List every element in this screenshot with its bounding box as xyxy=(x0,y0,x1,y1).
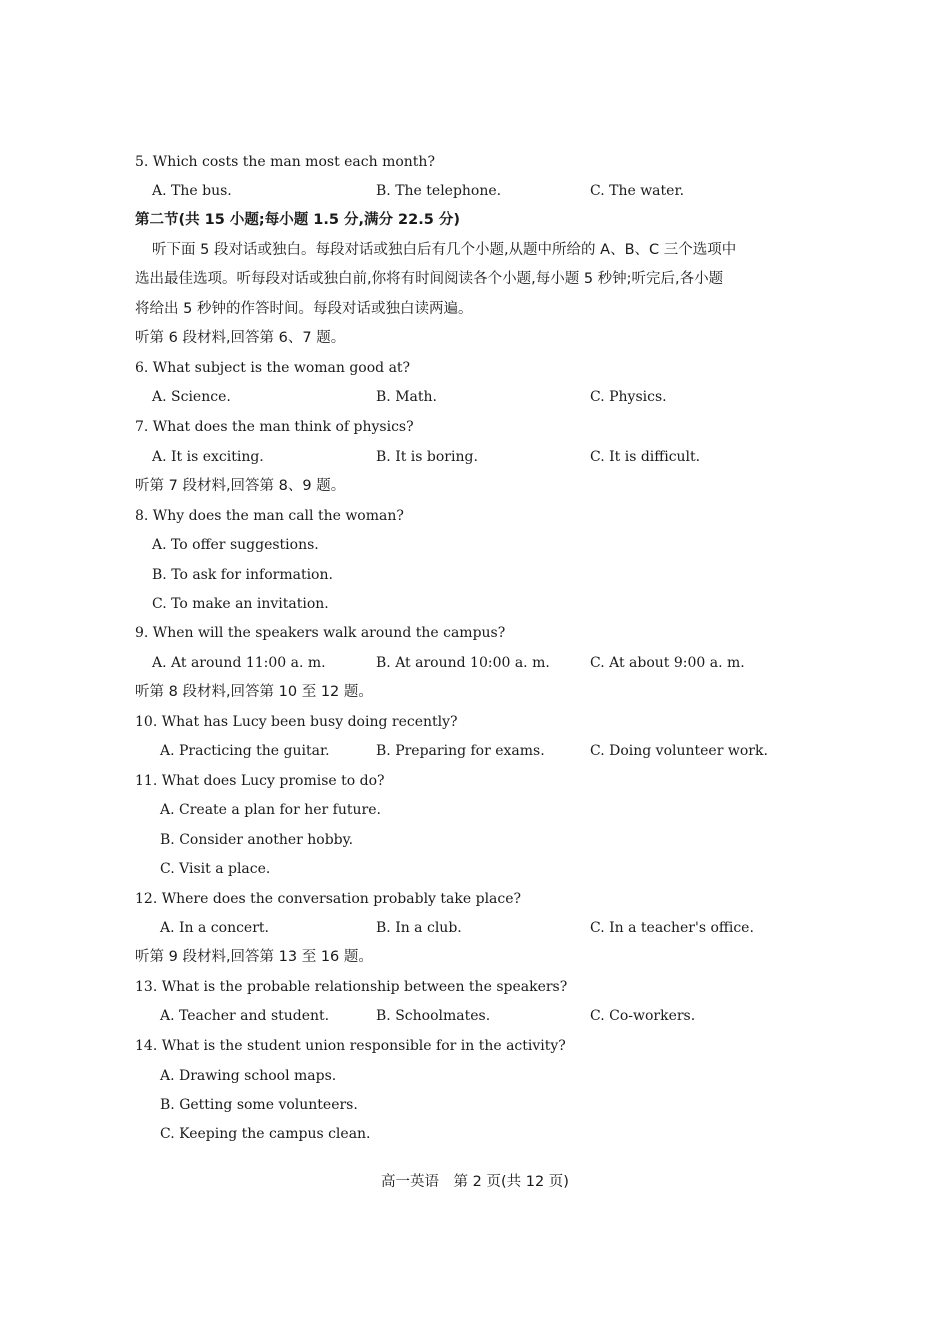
question-7-option-b: B. It is boring. xyxy=(376,449,478,465)
question-12-stem: 12. Where does the conversation probably take place? xyxy=(135,891,522,907)
question-8-stem: 8. Why does the man call the woman? xyxy=(135,508,404,524)
section-instructions-line-3: 将给出 5 秒钟的作答时间。每段对话或独白读两遍。 xyxy=(135,301,473,317)
material-header-6: 听第 6 段材料,回答第 6、7 题。 xyxy=(135,330,346,346)
question-11-option-b: B. Consider another hobby. xyxy=(160,832,354,848)
question-6-option-c: C. Physics. xyxy=(590,389,667,405)
question-9-option-b: B. At around 10:00 a. m. xyxy=(376,655,550,671)
question-10-stem: 10. What has Lucy been busy doing recently? xyxy=(135,714,458,730)
question-13-stem: 13. What is the probable relationship between the speakers? xyxy=(135,979,568,995)
question-14-option-b: B. Getting some volunteers. xyxy=(160,1097,358,1113)
question-6-option-b: B. Math. xyxy=(376,389,437,405)
question-5-stem: 5. Which costs the man most each month? xyxy=(135,154,435,170)
question-13-option-b: B. Schoolmates. xyxy=(376,1008,491,1024)
question-11-option-c: C. Visit a place. xyxy=(160,861,271,877)
section-instructions-line-2: 选出最佳选项。听每段对话或独白前,你将有时间阅读各个小题,每小题 5 秒钟;听完后,各小题 xyxy=(135,271,724,287)
question-12-option-c: C. In a teacher's office. xyxy=(590,920,754,936)
question-9-option-c: C. At about 9:00 a. m. xyxy=(590,655,745,671)
material-header-9: 听第 9 段材料,回答第 13 至 16 题。 xyxy=(135,949,373,965)
question-5-option-a: A. The bus. xyxy=(152,183,232,199)
page-footer: 高一英语 第 2 页(共 12 页) xyxy=(381,1174,569,1190)
question-14-option-a: A. Drawing school maps. xyxy=(160,1068,337,1084)
question-6-stem: 6. What subject is the woman good at? xyxy=(135,360,411,376)
question-11-option-a: A. Create a plan for her future. xyxy=(160,802,381,818)
question-7-option-a: A. It is exciting. xyxy=(152,449,264,465)
question-9-option-a: A. At around 11:00 a. m. xyxy=(152,655,326,671)
section-title: 第二节(共 15 小题;每小题 1.5 分,满分 22.5 分) xyxy=(135,212,460,228)
question-10-option-a: A. Practicing the guitar. xyxy=(160,743,330,759)
question-14-option-c: C. Keeping the campus clean. xyxy=(160,1126,371,1142)
question-10-option-c: C. Doing volunteer work. xyxy=(590,743,768,759)
material-header-8: 听第 8 段材料,回答第 10 至 12 题。 xyxy=(135,684,373,700)
question-8-option-c: C. To make an invitation. xyxy=(152,596,329,612)
section-instructions-line-1: 听下面 5 段对话或独白。每段对话或独白后有几个小题,从题中所给的 A、B、C 三个选项中 xyxy=(152,242,737,258)
question-9-stem: 9. When will the speakers walk around the campus? xyxy=(135,625,506,641)
question-8-option-a: A. To offer suggestions. xyxy=(152,537,319,553)
question-6-option-a: A. Science. xyxy=(152,389,231,405)
question-13-option-c: C. Co-workers. xyxy=(590,1008,696,1024)
question-8-option-b: B. To ask for information. xyxy=(152,567,333,583)
question-13-option-a: A. Teacher and student. xyxy=(160,1008,330,1024)
question-7-option-c: C. It is difficult. xyxy=(590,449,701,465)
question-12-option-a: A. In a concert. xyxy=(160,920,269,936)
question-14-stem: 14. What is the student union responsible for in the activity? xyxy=(135,1038,566,1054)
question-5-option-c: C. The water. xyxy=(590,183,685,199)
question-11-stem: 11. What does Lucy promise to do? xyxy=(135,773,385,789)
question-10-option-b: B. Preparing for exams. xyxy=(376,743,545,759)
question-7-stem: 7. What does the man think of physics? xyxy=(135,419,414,435)
material-header-7: 听第 7 段材料,回答第 8、9 题。 xyxy=(135,478,346,494)
question-12-option-b: B. In a club. xyxy=(376,920,462,936)
question-5-option-b: B. The telephone. xyxy=(376,183,502,199)
